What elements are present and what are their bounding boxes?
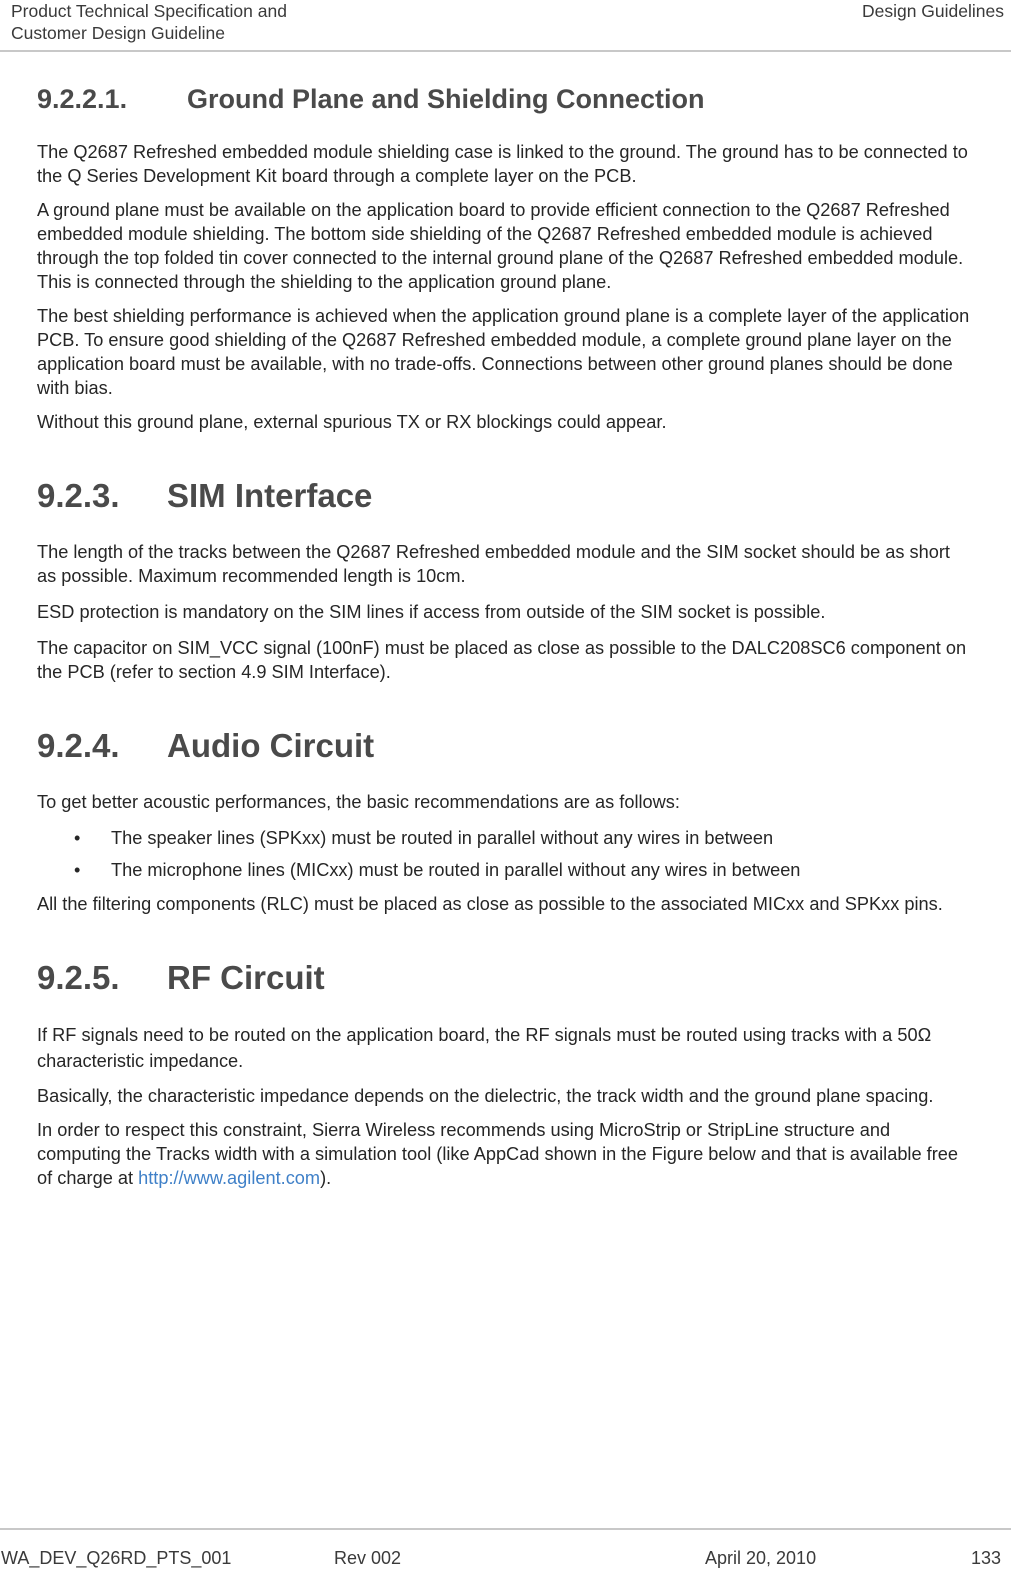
page-header [0,0,1011,52]
bullet-list [37,826,972,882]
paragraph: All the filtering components (RLC) must be placed as close as possible to the associated MICxx and SPKxx pins. [37,894,943,914]
section-heading-ground-plane [37,80,972,118]
section-number: 9.2.2.1. [37,84,128,114]
section-number: 9.2.4. [37,727,120,764]
section-title: SIM Interface [167,477,373,514]
paragraph: A ground plane must be available on the application board to provide efficient connection to the Q2687 Refreshed embedded module shielding. The bottom side shielding of the Q2687 Refreshed embedded module is achieved through the top folded tin cover connected to the internal ground plane of the Q2687 Refreshed embedded module. This is connected through the shielding to the application ground plane. [37,200,964,292]
header-divider [0,50,1011,52]
footer-revision: Rev 002 [334,1548,402,1568]
section-number: 9.2.5. [37,959,120,996]
agilent-link[interactable]: http://www.agilent.com [138,1168,321,1188]
paragraph: The length of the tracks between the Q2687 Refreshed embedded module and the SIM socket should be as short as possible. Maximum recommended length is 10cm. [37,542,950,586]
bullet-icon: • [74,828,81,848]
list-item: • The speaker lines (SPKxx) must be routed in parallel without any wires in between [74,828,774,848]
header-title-line2: Customer Design Guideline [11,23,225,43]
section-heading-audio-circuit [37,724,972,768]
header-chapter: Design Guidelines [861,1,1004,21]
footer-divider [0,1528,1011,1530]
footer-date: April 20, 2010 [705,1548,817,1568]
section-title: Ground Plane and Shielding Connection [187,84,705,114]
section-title: RF Circuit [167,959,325,996]
header-title-line1: Product Technical Specification and [11,1,287,21]
footer-doc-id: WA_DEV_Q26RD_PTS_001 [1,1548,232,1568]
paragraph: ESD protection is mandatory on the SIM lines if access from outside of the SIM socket is possible. [37,602,826,622]
paragraph: The capacitor on SIM_VCC signal (100nF) must be placed as close as possible to the DALC208SC6 component on the PCB (refer to section 4.9 SIM Interface). [37,638,967,682]
section-title: Audio Circuit [167,727,375,764]
paragraph: Without this ground plane, external spurious TX or RX blockings could appear. [37,412,667,432]
paragraph: To get better acoustic performances, the basic recommendations are as follows: [37,792,680,812]
paragraph: The Q2687 Refreshed embedded module shielding case is linked to the ground. The ground has to be connected to the Q Series Development Kit board through a complete layer on the PCB. [37,142,968,186]
paragraph: Basically, the characteristic impedance depends on the dielectric, the track width and the ground plane spacing. [37,1086,934,1106]
section-number: 9.2.3. [37,477,120,514]
header-doc-title [11,0,287,44]
page-footer [0,1528,1011,1583]
footer-page-number: 133 [970,1548,1001,1568]
paragraph: If RF signals need to be routed on the application board, the RF signals must be routed using tracks with a 50Ω characteristic impedance. [37,1025,932,1071]
paragraph: In order to respect this constraint, Sierra Wireless recommends using MicroStrip or StripLine structure and computing the Tracks width with a simulation tool (like AppCad shown in the Figure below and that is available free of charge at http://www.agilent.com). [37,1120,958,1188]
bullet-icon: • [74,860,81,880]
section-heading-sim-interface [37,474,972,518]
list-item: • The microphone lines (MICxx) must be routed in parallel without any wires in between [74,860,801,880]
paragraph: The best shielding performance is achieved when the application ground plane is a complete layer of the application PCB. To ensure good shielding of the Q2687 Refreshed embedded module, a complete ground plane layer on the application board must be available, with no trade-offs. Connections between other ground planes should be done with bias. [37,306,970,398]
page-content [37,80,972,1190]
section-heading-rf-circuit [37,956,972,1000]
